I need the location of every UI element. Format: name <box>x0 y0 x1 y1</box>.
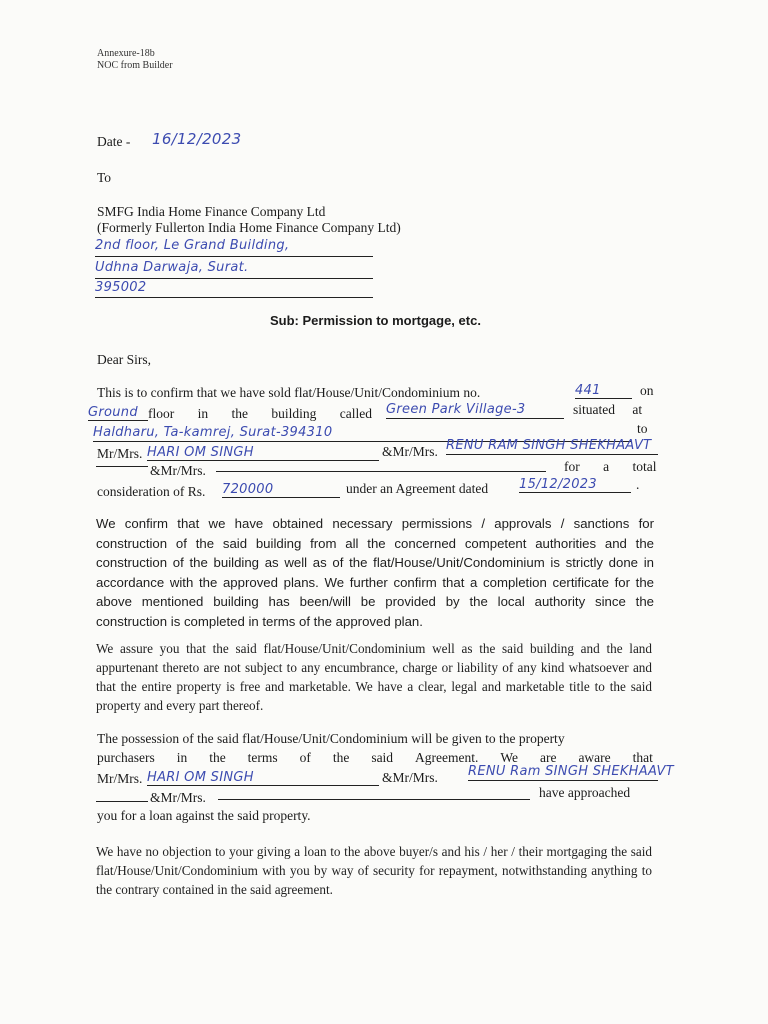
address-line-1: 2nd floor, Le Grand Building, <box>95 238 290 253</box>
salutation: Dear Sirs, <box>97 352 151 367</box>
address-line-1-field <box>95 236 373 257</box>
para1-intro: This is to confirm that we have sold flat/House/Unit/Condominium no. <box>97 385 481 400</box>
para4-line-last: you for a loan against the said property. <box>97 808 311 823</box>
para4-word: aware <box>578 750 611 765</box>
unit-no-field <box>575 381 632 399</box>
para5-text: We have no objection to your giving a loan to the above buyer/s and his / her / their mortgaging the said flat/House/Unit/Condominium with you by way of security for repayment, notwithstanding anything to the contrary contained in the said agreement. <box>96 844 652 897</box>
buyer1-name: HARI OM SINGH <box>147 445 254 460</box>
amount-value: 720000 <box>222 482 274 497</box>
para4-line1: The possession of the said flat/House/Unit/Condominium will be given to the property <box>97 731 565 746</box>
para4-word: of <box>299 750 311 765</box>
noc-label: NOC from Builder <box>97 60 173 71</box>
building-name: Green Park Village-3 <box>386 402 526 417</box>
para1-and-mr-mrs-1: &Mr/Mrs. <box>382 444 438 459</box>
para1-floor-text: floor in the building called <box>148 406 372 421</box>
para3-text: We assure you that the said flat/House/Unit/Condominium well as the said building and the land appurtenant thereto are not subject to any encumbrance, charge or liability of any kind whatsoever and that the entire property is free and marketable. We have a clear, legal and marketable title to the said property and every part thereof. <box>96 641 652 713</box>
blank-field-1 <box>96 466 148 467</box>
subject-line: Sub: Permission to mortgage, etc. <box>270 313 481 328</box>
para4-word: terms <box>247 750 278 765</box>
agreement-date-field <box>519 475 631 493</box>
para4-blank-field-1 <box>96 801 148 802</box>
para4-word: Agreement. <box>415 750 479 765</box>
para4-word: said <box>371 750 394 765</box>
para4-word: that <box>632 750 653 765</box>
unit-no: 441 <box>575 383 601 398</box>
blank-field-2 <box>216 471 546 472</box>
para4-word: purchasers <box>97 750 155 765</box>
para1-period: . <box>636 477 640 492</box>
para1-mr-mrs-1: Mr/Mrs. <box>97 446 143 461</box>
para4-word: the <box>209 750 226 765</box>
para1-on: on <box>640 383 654 398</box>
para1-to: to <box>637 421 648 436</box>
para4-and-mr-mrs-1: &Mr/Mrs. <box>382 770 438 785</box>
address-line-2: Udhna Darwaja, Surat. <box>95 260 249 275</box>
para4-and-mr-mrs-2: &Mr/Mrs. <box>150 790 206 805</box>
para4-buyer1-field <box>147 768 379 786</box>
para4-buyer2-field <box>468 762 674 780</box>
para4-buyer2-underline <box>468 780 658 781</box>
building-field <box>386 400 564 419</box>
para4-word: are <box>539 750 557 765</box>
floor-value: Ground <box>88 405 138 420</box>
company-formerly: (Formerly Fullerton India Home Finance Company Ltd) <box>97 220 401 235</box>
floor-field <box>88 403 148 421</box>
buyer1-field <box>147 443 379 461</box>
para1-situated-at: situated at <box>573 402 643 417</box>
para4-buyer1-name: HARI OM SINGH <box>147 770 254 785</box>
address-line-2-field <box>95 258 373 279</box>
location-value: Haldharu, Ta-kamrej, Surat-394310 <box>93 425 333 440</box>
to-label: To <box>97 170 112 185</box>
date-value: 16/12/2023 <box>152 130 242 148</box>
para4-mr-mrs-1: Mr/Mrs. <box>97 771 143 786</box>
buyer2-underline <box>446 454 658 455</box>
para4-buyer2-name: RENU Ram SINGH SHEKHAAVT <box>468 764 674 779</box>
company-name: SMFG India Home Finance Company Ltd <box>97 204 326 219</box>
para4-have-approached: have approached <box>539 785 631 800</box>
para1-consideration: consideration of Rs. <box>97 484 206 499</box>
date-label: Date - <box>97 134 131 149</box>
para4-word: in <box>176 750 188 765</box>
para4-word: the <box>332 750 350 765</box>
para1-and-mr-mrs-2: &Mr/Mrs. <box>150 463 206 478</box>
para4-blank-field-2 <box>218 799 530 800</box>
para1-for-a-total: for a total <box>564 459 657 474</box>
para4-word: We <box>500 750 519 765</box>
buyer2-field <box>446 436 651 454</box>
address-line-3: 395002 <box>95 280 147 295</box>
amount-field <box>222 480 340 498</box>
para1-agreement-dated: under an Agreement dated <box>346 481 489 496</box>
annexure-label: Annexure-18b <box>97 48 155 59</box>
address-line-3-field <box>95 278 373 298</box>
agreement-date: 15/12/2023 <box>519 477 597 492</box>
para2-text: We confirm that we have obtained necessary permissions / approvals / sanctions for construction of the said building from all the concerned competent authorities and the construction of the building as well as of the flat/House/Unit/Condominium is strictly done in accordance with the approved plans. We further confirm that a completion certificate for the above mentioned building has been/will be provided by the local authority since the construction is completed in terms of the approved plan. <box>96 516 654 629</box>
buyer2-name: RENU RAM SINGH SHEKHAAVT <box>446 438 652 453</box>
